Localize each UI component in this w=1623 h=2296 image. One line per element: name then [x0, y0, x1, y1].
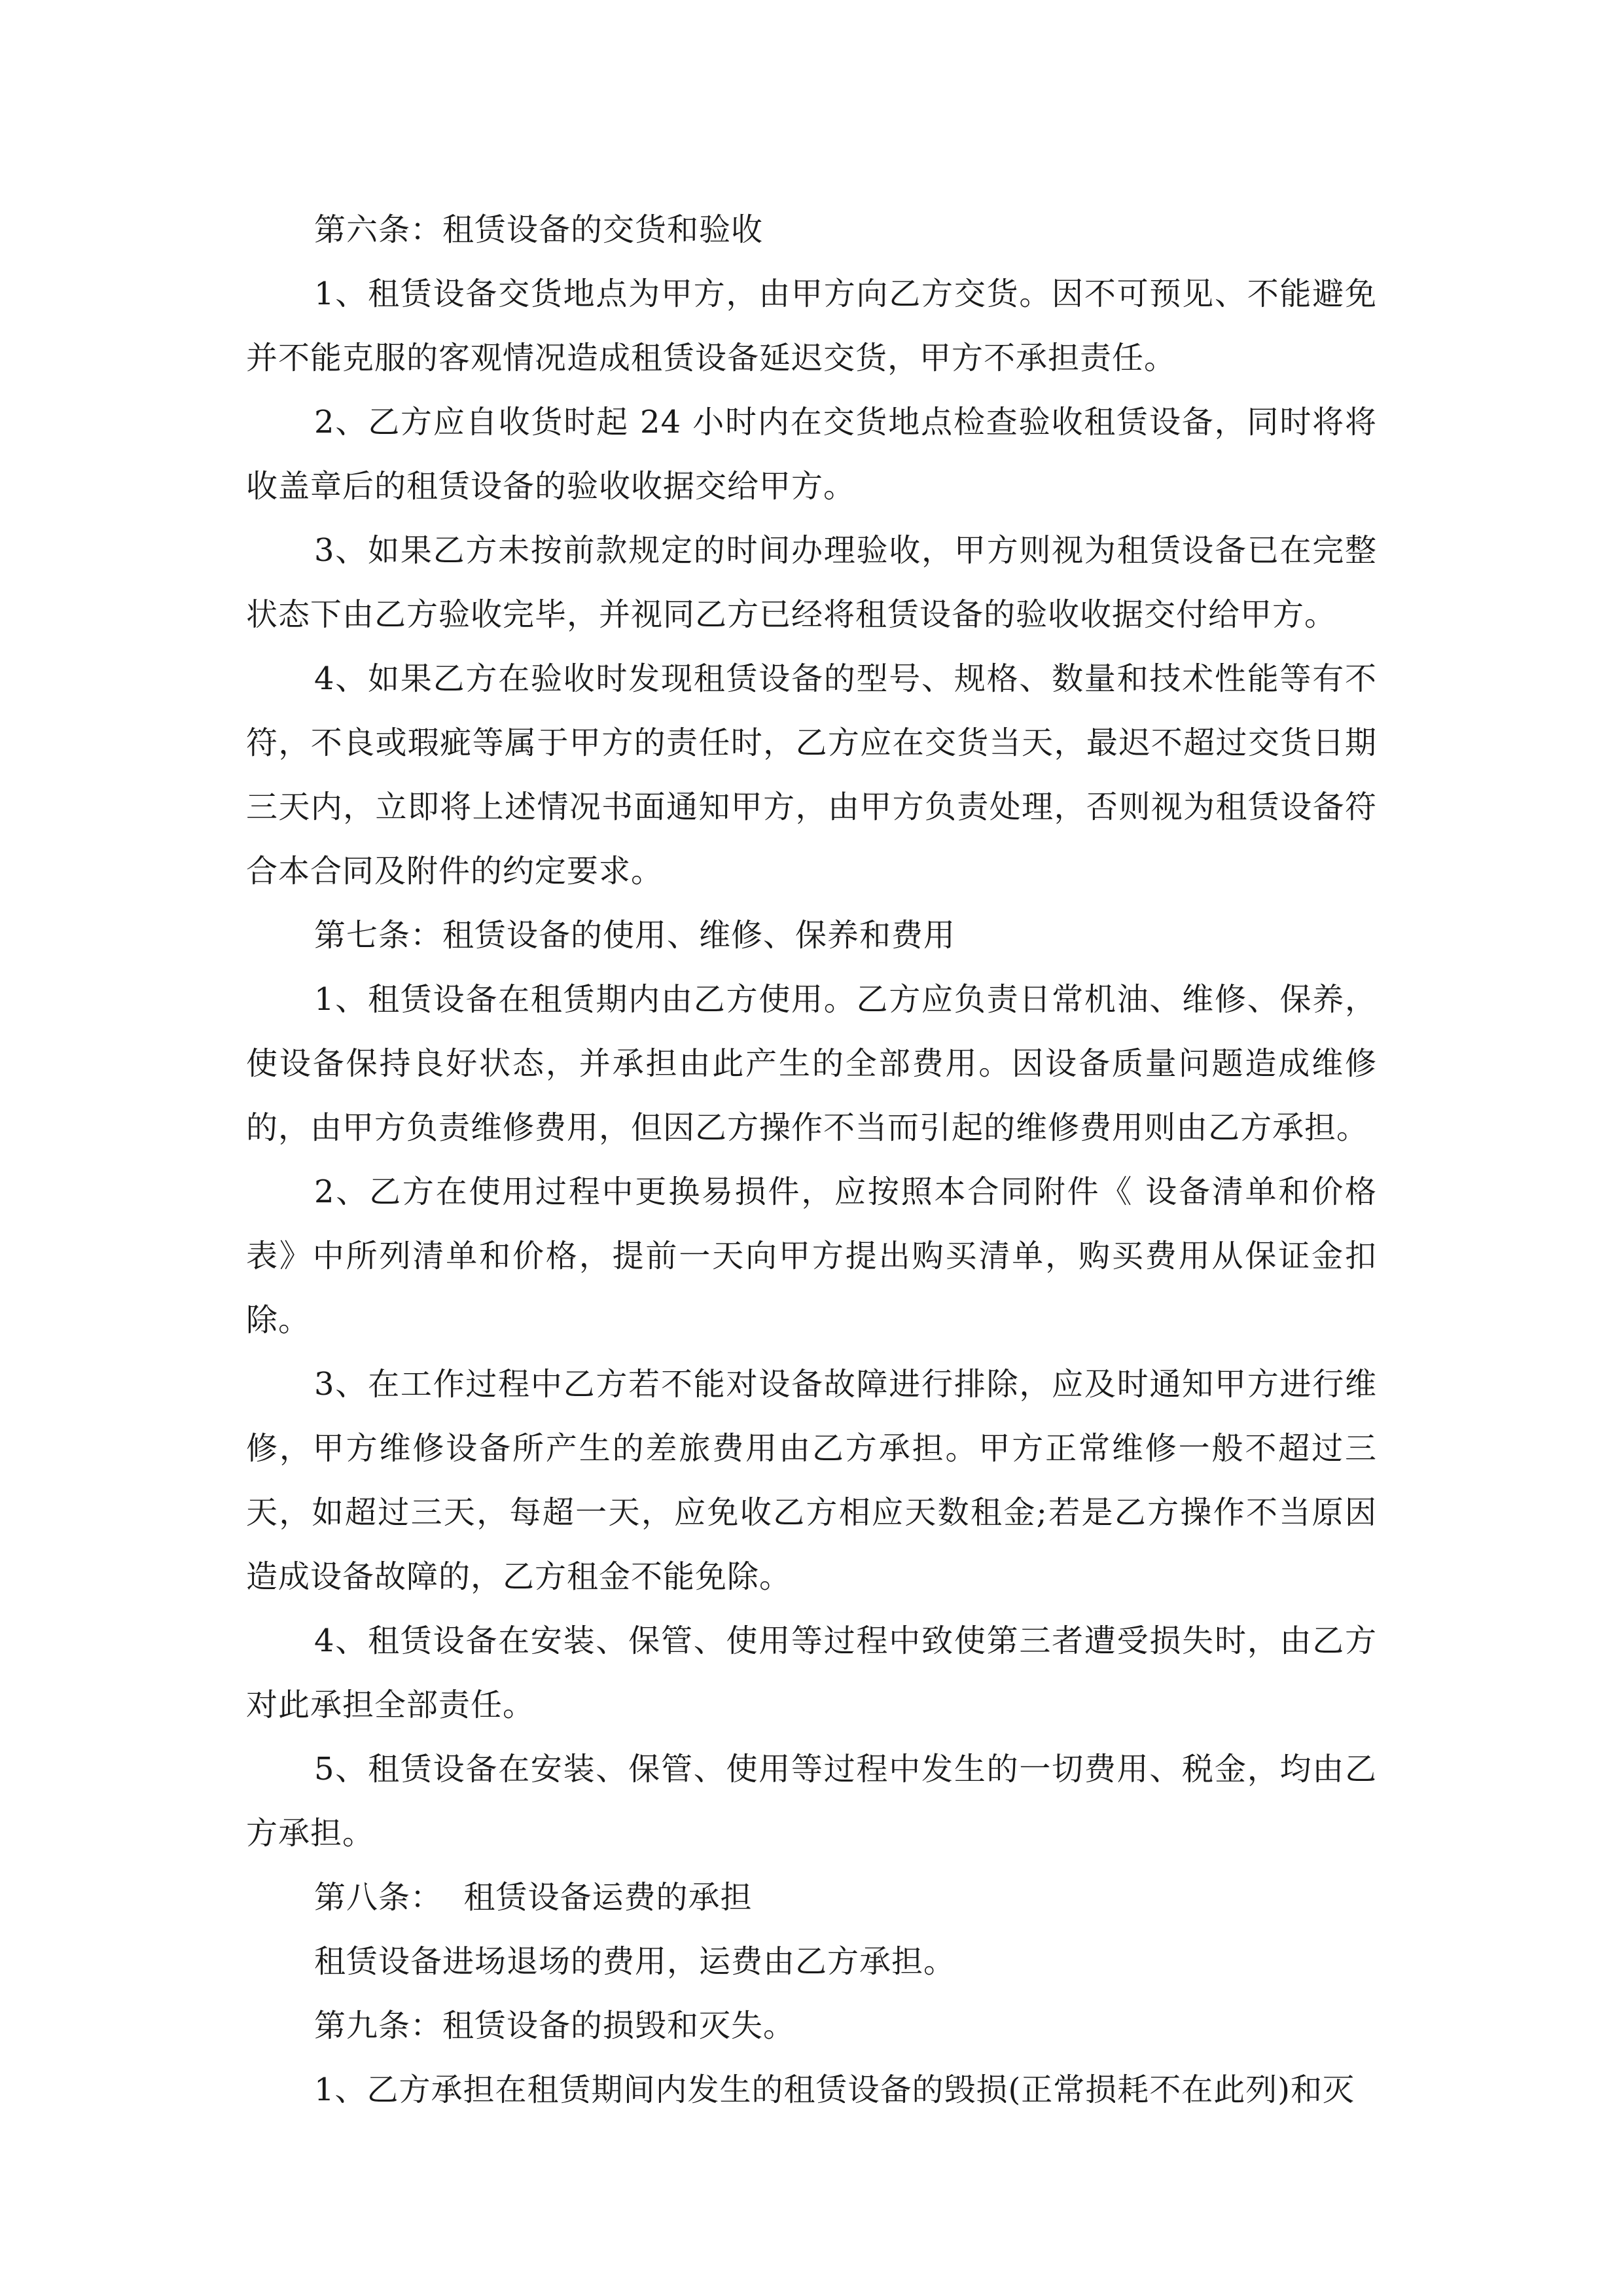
- article-8-heading: 第八条： 租赁设备运费的承担: [314, 1879, 753, 1916]
- article-6-clause-4: 4、如果乙方在验收时发现租赁设备的型号、规格、数量和技术性能等有不符，不良或瑕疵等属于甲方的责任时，乙方应在交货当天，最迟不超过交货日期三天内，立即将上述情况书面通知甲方，由甲方负责处理，否则视为租赁设备符合本合同及附件的约定要求。: [246, 660, 1377, 889]
- article-6-clause-3: 3、如果乙方未按前款规定的时间办理验收，甲方则视为租赁设备已在完整状态下由乙方验收完毕，并视同乙方已经将租赁设备的验收收据交付给甲方。: [246, 532, 1377, 633]
- article-7-clause-2: 2、乙方在使用过程中更换易损件，应按照本合同附件《 设备清单和价格表》中所列清单和价格，提前一天向甲方提出购买清单，购买费用从保证金扣除。: [246, 1174, 1377, 1338]
- article-6-clause-1: 1、租赁设备交货地点为甲方，由甲方向乙方交货。因不可预见、不能避免并不能克服的客观情况造成租赁设备延迟交货，甲方不承担责任。: [246, 276, 1377, 376]
- article-6-clause-2: 2、乙方应自收货时起 24 小时内在交货地点检查验收租赁设备，同时将将收盖章后的租赁设备的验收收据交给甲方。: [246, 404, 1377, 505]
- article-7-clause-4: 4、租赁设备在安装、保管、使用等过程中致使第三者遭受损失时，由乙方对此承担全部责任。: [246, 1623, 1377, 1723]
- article-8-body: 租赁设备进场退场的费用，运费由乙方承担。: [314, 1943, 956, 1980]
- article-9-clause-1: 1、乙方承担在租赁期间内发生的租赁设备的毁损(正常损耗不在此列)和灭: [314, 2072, 1355, 2108]
- article-7-clause-5: 5、租赁设备在安装、保管、使用等过程中发生的一切费用、税金，均由乙方承担。: [246, 1751, 1377, 1852]
- article-7-clause-3: 3、在工作过程中乙方若不能对设备故障进行排除，应及时通知甲方进行维修，甲方维修设备所产生的差旅费用由乙方承担。甲方正常维修一般不超过三天，如超过三天，每超一天，应免收乙方相应天数租金;若是乙方操作不当原因造成设备故障的，乙方租金不能免除。: [246, 1366, 1377, 1595]
- article-6-heading: 第六条：租赁设备的交货和验收: [314, 211, 764, 248]
- article-7-heading: 第七条：租赁设备的使用、维修、保养和费用: [314, 917, 956, 954]
- article-7-clause-1: 1、租赁设备在租赁期内由乙方使用。乙方应负责日常机油、维修、保养，使设备保持良好状态，并承担由此产生的全部费用。因设备质量问题造成维修的，由甲方负责维修费用，但因乙方操作不当而引起的维修费用则由乙方承担。: [246, 981, 1377, 1146]
- article-9-heading: 第九条：租赁设备的损毁和灭失。: [314, 2007, 796, 2044]
- document-body: [246, 198, 1377, 2122]
